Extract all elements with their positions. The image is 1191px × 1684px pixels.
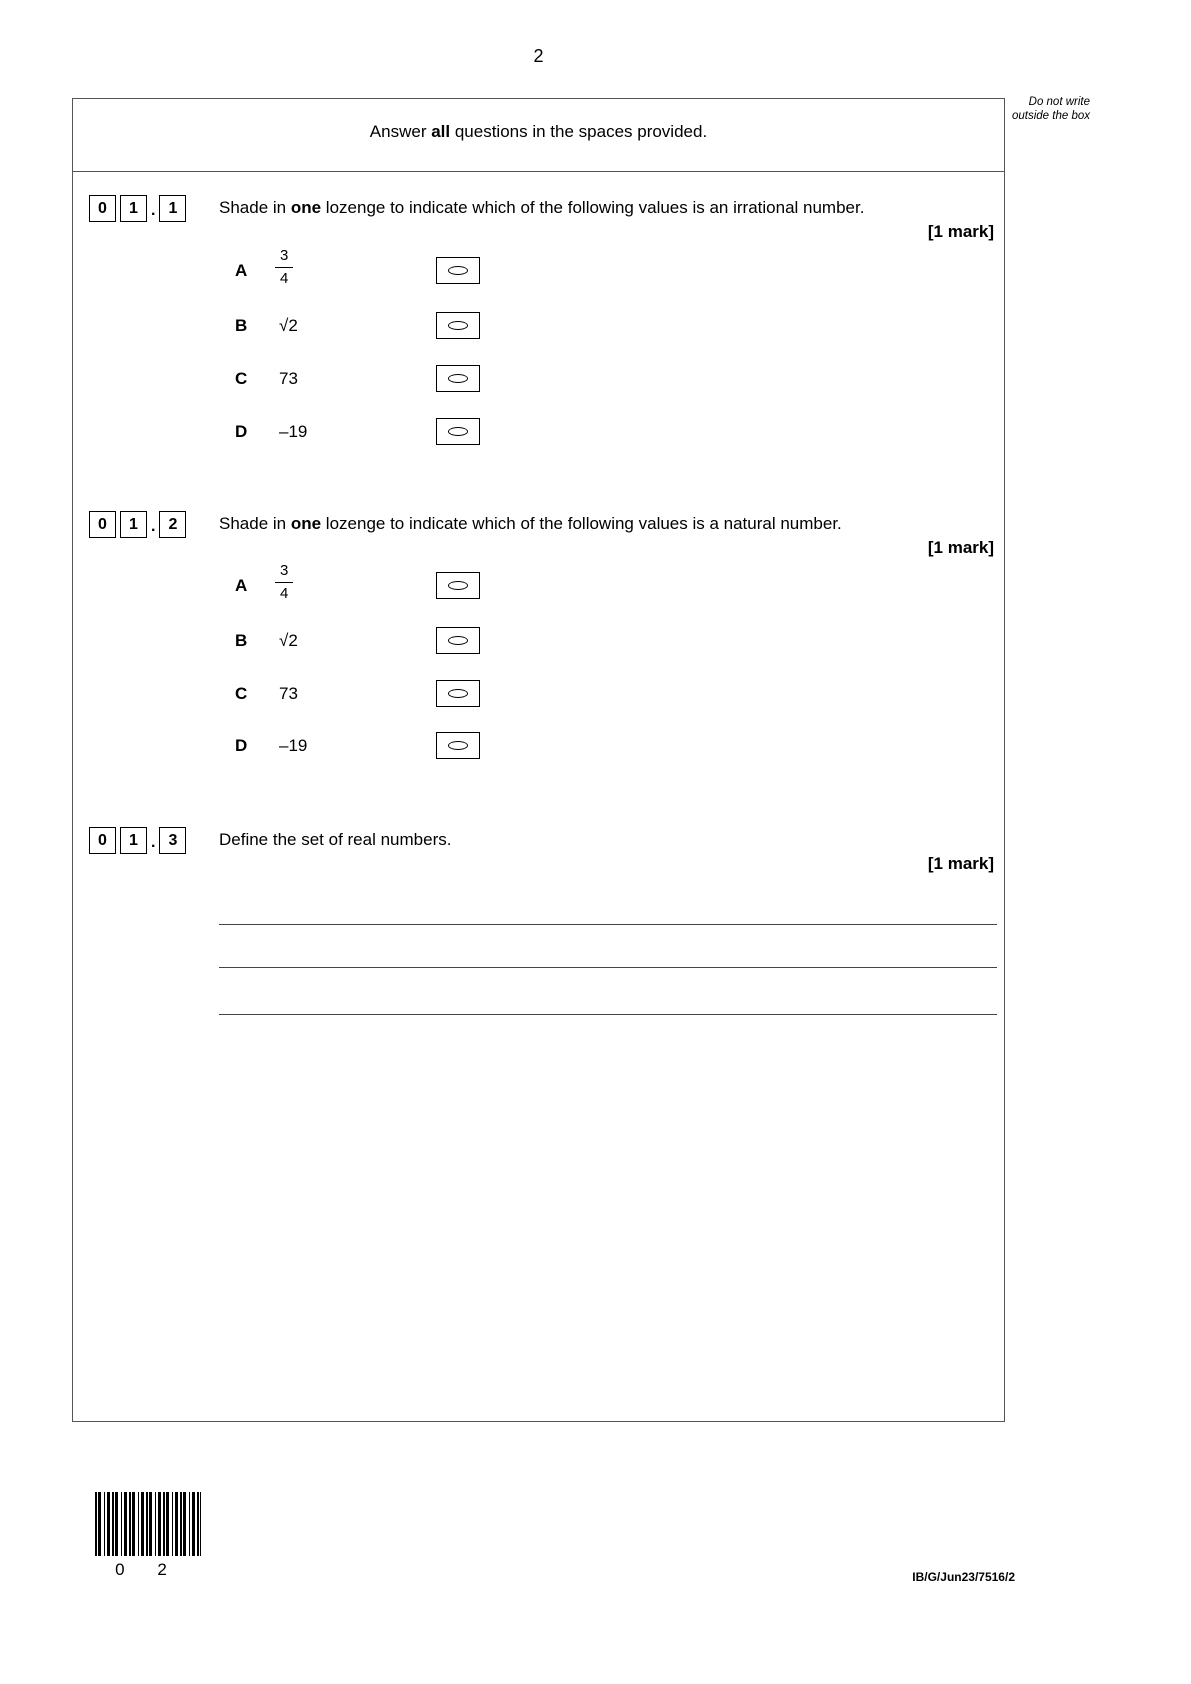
option-value: –19 [279,735,308,755]
question-text-pre: Shade in [219,514,291,533]
lozenge-oval-icon [448,427,468,436]
lozenge-oval-icon [448,741,468,750]
question-text [219,198,864,218]
lozenge-q2-option-b[interactable] [436,627,480,654]
question-number-box: 1 [120,511,147,538]
page-number: 2 [533,46,544,66]
option-value: √2 [279,630,298,650]
question-number-box: 0 [89,195,116,222]
header-divider [73,171,1004,172]
lozenge-oval-icon [448,266,468,275]
question-number-box: 0 [89,511,116,538]
barcode-label: 0 2 [115,1560,181,1579]
answer-line[interactable] [219,924,997,925]
instruction-post: questions in the spaces provided. [450,122,708,141]
option-label: B [235,630,248,650]
marks-label: [1 mark] [927,854,994,873]
option-value: √2 [279,315,298,335]
lozenge-oval-icon [448,321,468,330]
question-number-01-3 [89,827,190,854]
fraction-denominator: 4 [280,270,289,288]
option-value-fraction [275,561,293,605]
answer-line[interactable] [219,967,997,968]
option-value: 73 [279,368,298,388]
option-row-c [73,680,1004,707]
option-label: A [235,260,248,280]
lozenge-q2-option-d[interactable] [436,732,480,759]
question-text-pre: Shade in [219,198,291,217]
lozenge-q1-option-a[interactable] [436,257,480,284]
question-number-box: 2 [159,511,186,538]
question-number-box: 1 [120,827,147,854]
question-number-dot: . [151,834,156,851]
option-value: –19 [279,421,308,441]
fraction-numerator: 3 [275,246,293,268]
marks-label: [1 mark] [927,538,994,557]
answer-line[interactable] [219,1014,997,1015]
marks-label: [1 mark] [927,222,994,241]
lozenge-q1-option-b[interactable] [436,312,480,339]
option-row-a [73,247,1004,288]
lozenge-q1-option-d[interactable] [436,418,480,445]
lozenge-oval-icon [448,581,468,590]
option-row-b [73,627,1004,654]
option-label: A [235,575,248,595]
instruction-pre: Answer [369,122,432,141]
option-row-a [73,562,1004,603]
fraction-numerator: 3 [275,561,293,583]
option-row-b [73,312,1004,339]
question-text-post: lozenge to indicate which of the following values is an irrational number. [321,198,865,217]
option-label: C [235,368,248,388]
question-text-bold: one [290,514,322,533]
question-number-01-2 [89,511,190,538]
option-row-d [73,732,1004,759]
option-label: D [235,421,248,441]
fraction-denominator: 4 [280,585,289,603]
option-row-d [73,418,1004,445]
lozenge-oval-icon [448,689,468,698]
option-value: 73 [279,683,298,703]
lozenge-oval-icon [448,636,468,645]
option-value-fraction [275,246,293,290]
lozenge-q2-option-a[interactable] [436,572,480,599]
question-number-dot: . [151,518,156,535]
lozenge-q2-option-c[interactable] [436,680,480,707]
question-text [219,514,842,534]
question-text: Define the set of real numbers. [219,830,452,849]
option-row-c [73,365,1004,392]
question-number-01-1 [89,195,190,222]
option-label: B [235,315,248,335]
answer-area-box [72,98,1005,1422]
question-text-post: lozenge to indicate which of the following values is a natural number. [321,514,842,533]
option-label: D [235,735,248,755]
question-number-box: 1 [120,195,147,222]
do-not-write-note: Do not write outside the box [1011,96,1090,123]
question-number-box: 0 [89,827,116,854]
instruction-text [73,122,1004,142]
instruction-bold: all [431,122,451,141]
question-number-dot: . [151,202,156,219]
barcode [95,1492,201,1556]
option-label: C [235,683,248,703]
lozenge-q1-option-c[interactable] [436,365,480,392]
paper-reference-code: IB/G/Jun23/7516/2 [912,1570,1015,1584]
question-number-box: 1 [159,195,186,222]
lozenge-oval-icon [448,374,468,383]
question-text-bold: one [290,198,322,217]
question-number-box: 3 [159,827,186,854]
